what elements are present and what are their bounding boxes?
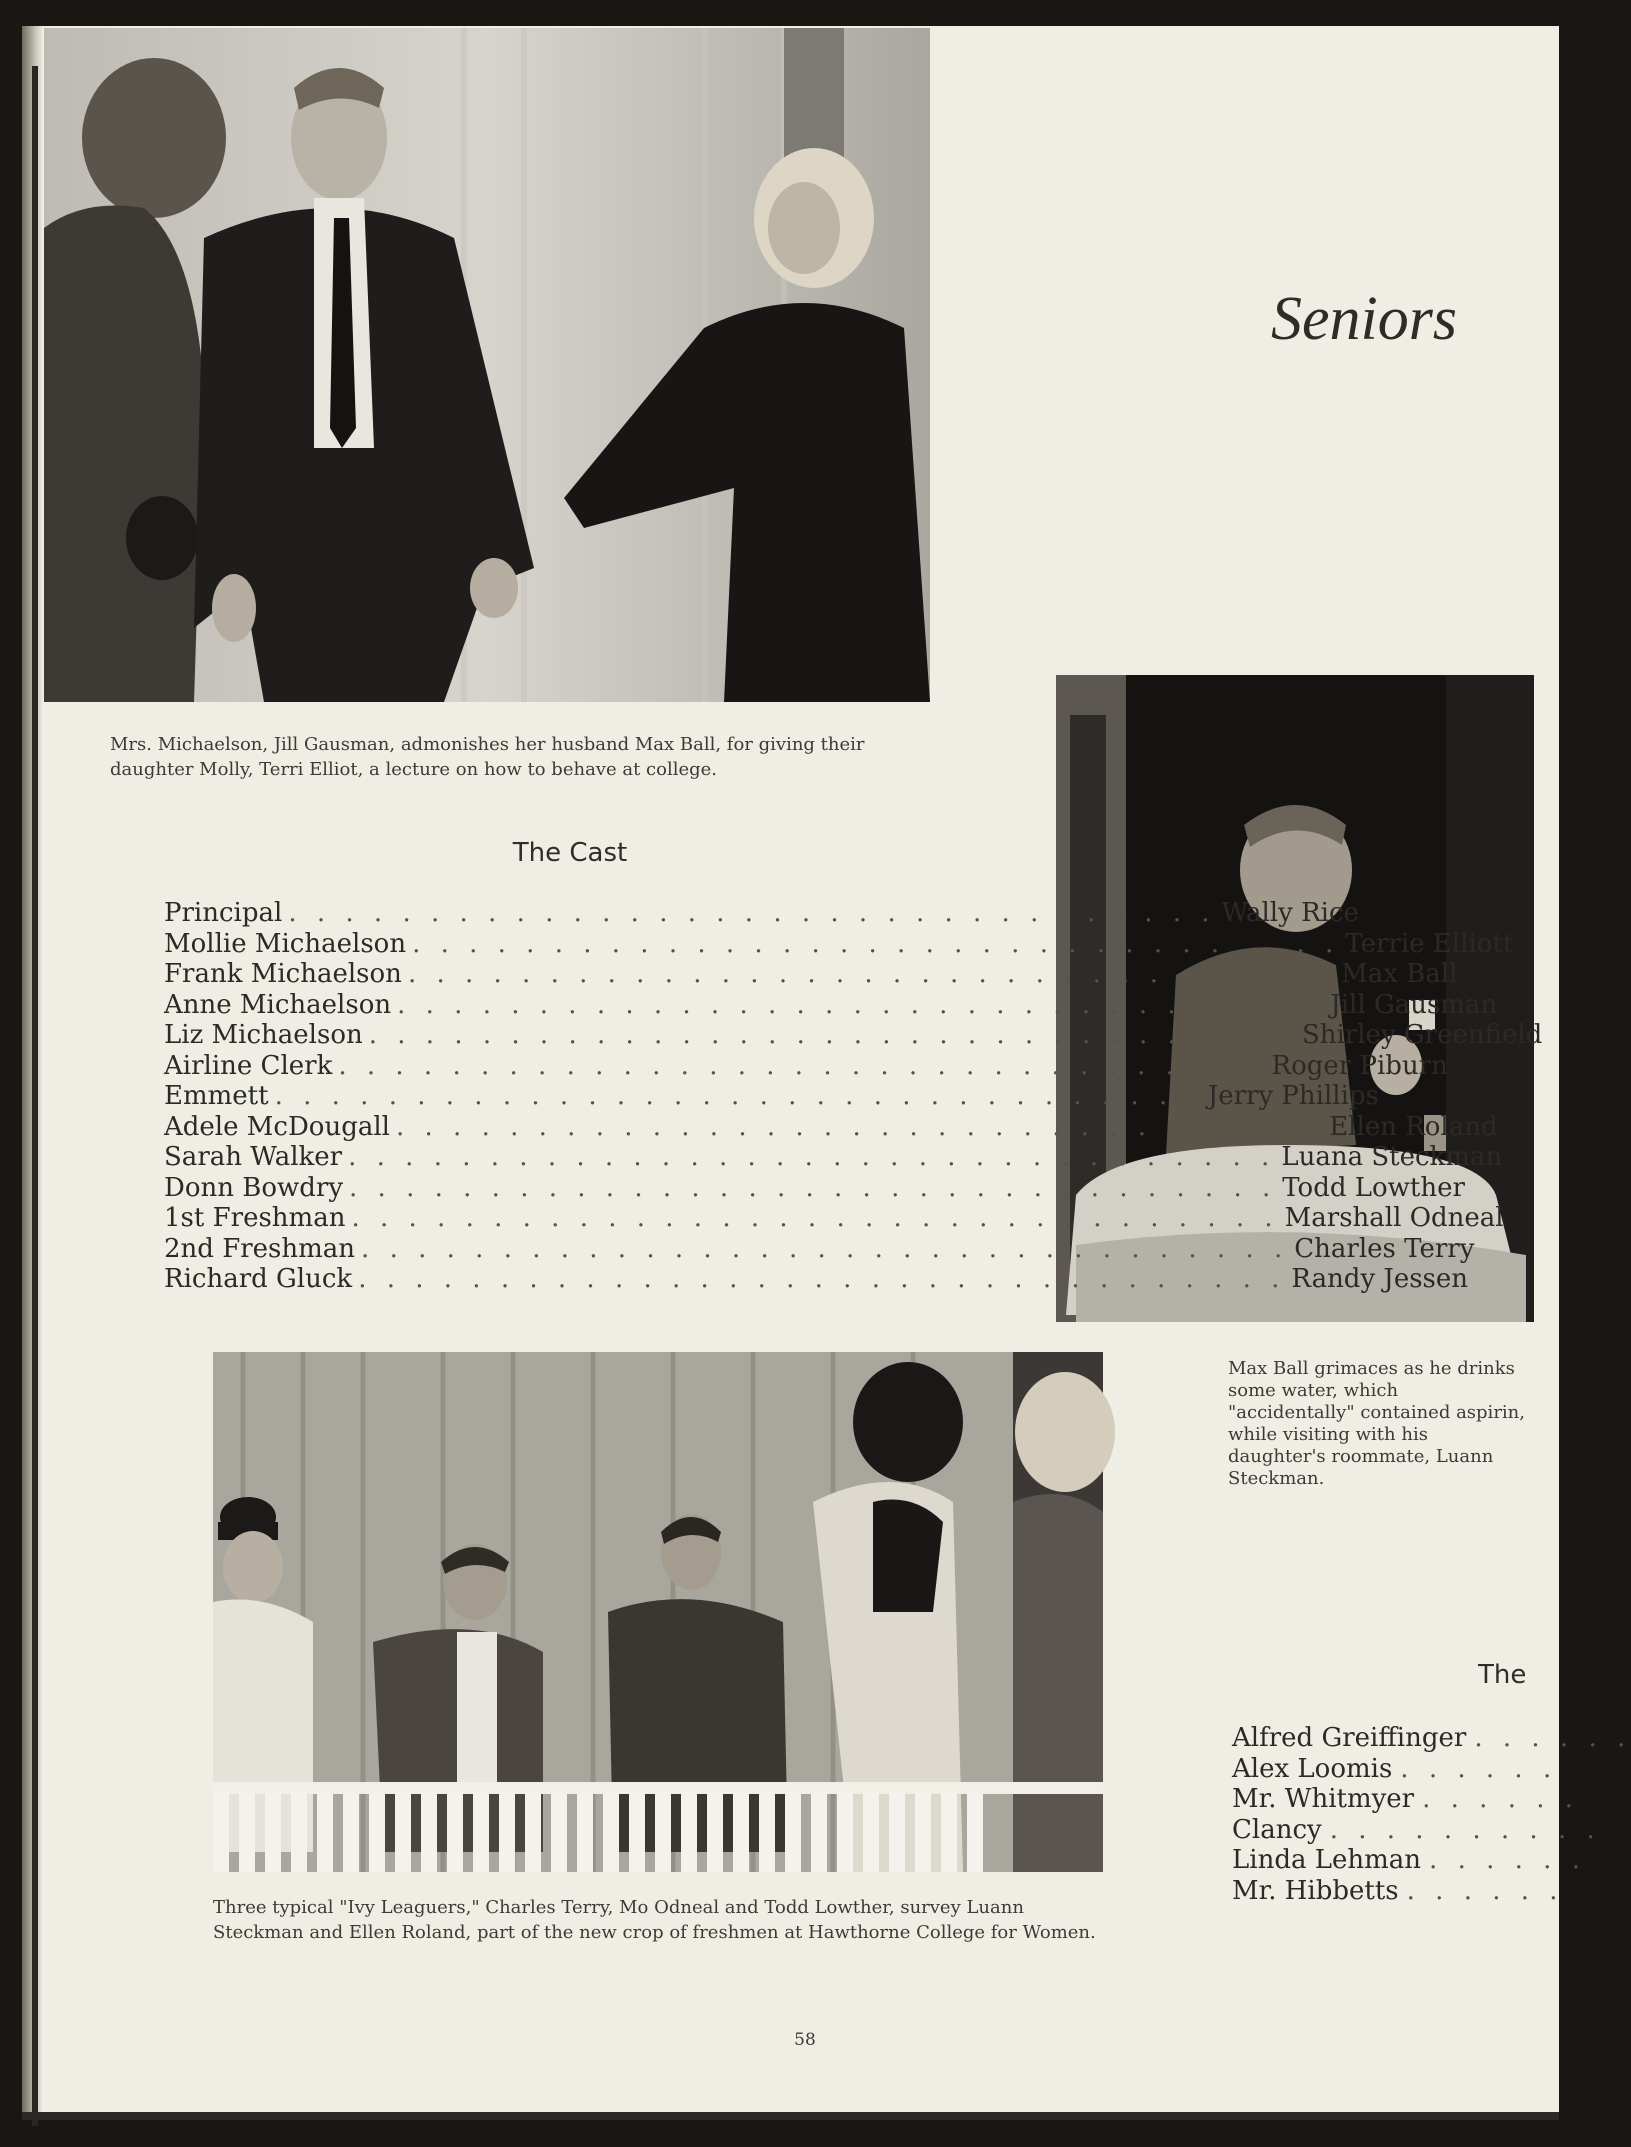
leader-dots: . . . . . . . . . . . . . . . . . . . . . . . . . . . . . . . . . xyxy=(348,1142,1276,1172)
cast-second-role: Mr. Whitmyer xyxy=(1232,1784,1415,1814)
cast-second-row xyxy=(1232,1875,1564,1907)
page-spine xyxy=(22,26,42,2120)
cast-role: Emmett xyxy=(164,1081,269,1111)
cast-row xyxy=(164,1203,1504,1234)
cast-row xyxy=(164,1142,1503,1173)
cast-second-role: Alex Loomis xyxy=(1232,1753,1393,1784)
photo-top-caption: Mrs. Michaelson, Jill Gausman, admonishes her husband Max Ball, for giving their daughter Molly, Terri Elliot, a lecture on how to behave at college. xyxy=(110,734,865,780)
cast-role: 1st Freshman xyxy=(164,1203,346,1233)
leader-dots: . . . . . . . . . . xyxy=(1329,1814,1601,1845)
cast-row xyxy=(164,1020,1543,1051)
leader-dots: . . . . . . . . . . . . . . . . . . . . . . . . . . . . . . . . . xyxy=(274,1081,1202,1111)
cast-role: Frank Michaelson xyxy=(164,959,402,989)
leader-dots: . . . . . . xyxy=(1400,1753,1558,1784)
cast-actor: Roger Piburn xyxy=(1271,1050,1448,1081)
cast-row xyxy=(164,1264,1469,1295)
photo-bottom-caption: Three typical "Ivy Leaguers," Charles Terry, Mo Odneal and Todd Lowther, survey Luann Steckman and Ellen Roland, part of the new crop of freshmen at Hawthorne College for Women. xyxy=(213,1897,1096,1943)
cast-actor: Wally Rice xyxy=(1221,898,1359,928)
photo-ivy-leaguers-bottom xyxy=(213,1352,1103,1872)
cast-row xyxy=(164,1111,1498,1143)
leader-dots: . . . . . . xyxy=(1422,1784,1580,1814)
cast-second-role: Alfred Greiffinger xyxy=(1232,1723,1467,1753)
leader-dots: . . . . . . . . . . . . . . . . . . . . . . . . . . . . . . . . . xyxy=(338,1050,1266,1081)
photo-stage-scene-top xyxy=(44,28,930,702)
leader-dots: . . . . . . . . . . . . . . . . . . . . . . . . . . . . . . . . . xyxy=(351,1203,1279,1233)
cast-role: Airline Clerk xyxy=(164,1050,333,1081)
cast-row xyxy=(164,1050,1448,1082)
cast-actor: Shirley Greenfield xyxy=(1301,1020,1543,1050)
leader-dots: . . . . . . . . . . . . . . . . . . . . . . . . . . . . . . . . . xyxy=(361,1233,1289,1264)
spine-line xyxy=(32,66,38,2126)
cast-second-row xyxy=(1232,1723,1631,1754)
cast-row xyxy=(164,1172,1465,1204)
cast-row xyxy=(164,1081,1379,1112)
leader-dots: . . . . . . . . . . . . . . . . . . . . . . . . . . . . . . . . . xyxy=(395,1111,1324,1142)
cast-role: Sarah Walker xyxy=(164,1142,343,1172)
leader-dots: . . . . . . . . . . . . . . . . . . . . . . . . . . . . . . . . . xyxy=(358,1264,1286,1294)
cast-second-list xyxy=(1232,1723,1631,1906)
cast-second-row xyxy=(1232,1784,1580,1815)
cast-title: The Cast xyxy=(512,838,628,868)
cast-role: Adele McDougall xyxy=(164,1111,390,1142)
cast-actor: Ellen Roland xyxy=(1329,1111,1498,1142)
cast-row xyxy=(164,989,1498,1021)
cast-actor: Jerry Phillips xyxy=(1207,1081,1379,1111)
cast-list xyxy=(164,898,1543,1295)
page-number: 58 xyxy=(794,2030,816,2050)
cast-actor: Max Ball xyxy=(1341,959,1458,989)
cast-actor: Terrie Elliott xyxy=(1345,928,1514,959)
page-bottom-edge xyxy=(22,2112,1559,2120)
leader-dots: . . . . . . . . . . . . . . . . . . . . . . . . . . . . . . . . . xyxy=(368,1020,1296,1050)
leader-dots: . . . . . . . . . . . . . . . . . . . . . . . . . . . . . . . . . xyxy=(288,898,1216,928)
cast-second-row xyxy=(1232,1754,1559,1785)
cast-second-role: Mr. Hibbetts xyxy=(1232,1875,1399,1906)
cast-second-role: Clancy xyxy=(1232,1814,1322,1845)
leader-dots: . . . . . . xyxy=(1406,1875,1564,1906)
cast-second-row xyxy=(1232,1845,1586,1876)
cast-actor: Randy Jessen xyxy=(1291,1264,1469,1294)
leader-dots: . . . . . . . . . . . . . . . . . . . . . . . . . . . . . . . . . xyxy=(349,1172,1277,1203)
cast-actor: Marshall Odneal xyxy=(1284,1203,1504,1233)
leader-dots: . . . . . . xyxy=(1429,1845,1586,1875)
cast-second-title: The xyxy=(1478,1660,1527,1690)
cast-second-row xyxy=(1232,1814,1601,1846)
cast-role: Donn Bowdry xyxy=(164,1172,344,1203)
cast-row xyxy=(164,928,1514,960)
cast-row xyxy=(164,898,1359,929)
cast-role: Liz Michaelson xyxy=(164,1020,363,1050)
cast-role: Principal xyxy=(164,898,283,928)
cast-role: 2nd Freshman xyxy=(164,1233,356,1264)
cast-row xyxy=(164,1233,1475,1265)
cast-row xyxy=(164,959,1458,990)
leader-dots: . . . . . . . . . . . . . . . . . . . . . . . . . . . . . . . . . xyxy=(407,959,1336,989)
leader-dots: . . . . . . . . . . . . . . . . . . . . . . . . . . . . . . . . . xyxy=(412,928,1340,959)
cast-actor: Charles Terry xyxy=(1294,1233,1475,1264)
leader-dots: . . . . . . . . . . . . . . . . . . . . . . . . . . . . . . . . . xyxy=(397,989,1325,1020)
leader-dots: . . . . . . xyxy=(1474,1723,1631,1753)
section-heading: Seniors xyxy=(1271,285,1457,353)
cast-actor: Todd Lowther xyxy=(1282,1172,1465,1203)
photo-right-caption: Max Ball grimaces as he drinks some water, which "accidentally" contained aspirin, while visiting with his daughter's roommate, Luann Steckman. xyxy=(1228,1358,1525,1489)
cast-actor: Jill Gausman xyxy=(1330,989,1498,1020)
cast-role: Anne Michaelson xyxy=(164,989,392,1020)
cast-role: Mollie Michaelson xyxy=(164,928,407,959)
cast-actor: Luana Steckman xyxy=(1281,1142,1503,1172)
cast-second-role: Linda Lehman xyxy=(1232,1845,1422,1875)
cast-role: Richard Gluck xyxy=(164,1264,353,1294)
